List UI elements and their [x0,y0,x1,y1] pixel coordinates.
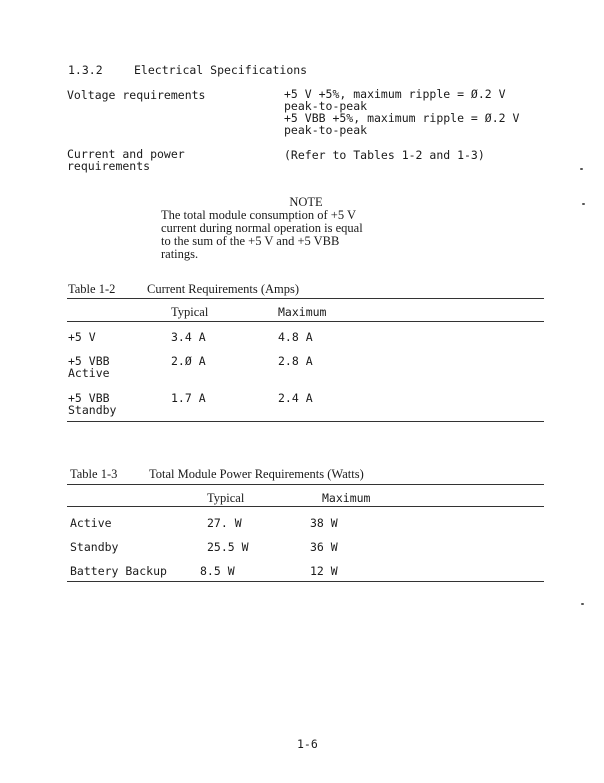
scan-mark [580,168,583,170]
table2-row-typical: 1.7 A [171,391,206,405]
table2-header-maximum: Maximum [278,305,327,319]
page-number: 1-6 [297,737,318,751]
table2-row-typical: 2.Ø A [171,354,206,368]
note-title: NOTE [289,195,323,209]
table2-header-rule [67,321,544,322]
table3-row-maximum: 12 W [310,564,338,578]
table2-row-name-sub: Standby [68,403,117,417]
table3-title: Total Module Power Requirements (Watts) [149,467,364,481]
spec-label-current [67,148,185,172]
spec-label-line: Current and power [67,147,185,161]
table2-row-maximum: 2.8 A [278,354,313,368]
spec-line: +5 V +5%, maximum ripple = Ø.2 V [284,87,506,101]
table3-header-maximum: Maximum [322,491,371,505]
spec-value-current: (Refer to Tables 1-2 and 1-3) [284,148,485,162]
table3-row-typical: 27. W [207,516,242,530]
table3-row-typical: 25.5 W [207,540,249,554]
table2-label: Table 1-2 [68,282,116,296]
table3-top-rule [67,484,544,485]
note-line: current during normal operation is equal [161,221,363,235]
table2-row-maximum: 4.8 A [278,330,313,344]
table2-row-name: +5 V [68,330,96,344]
table3-row-maximum: 36 W [310,540,338,554]
note-line: to the sum of the +5 V and +5 VBB [161,234,340,248]
table3-bottom-rule [67,581,544,582]
table3-row-name: Active [70,516,112,530]
table2-row-name-sub: Active [68,366,110,380]
section-number: 1.3.2 [68,63,103,77]
table3-header-typical: Typical [207,491,245,505]
table3-row-maximum: 38 W [310,516,338,530]
section-title: Electrical Specifications [134,63,308,77]
table2-title: Current Requirements (Amps) [147,282,300,296]
spec-line: peak-to-peak [284,99,368,113]
table2-row-maximum: 2.4 A [278,391,313,405]
table2-row-typical: 3.4 A [171,330,206,344]
scan-mark [582,203,585,205]
table2-row-name: +5 VBB [68,391,110,405]
spec-value-voltage [284,88,519,136]
table3-row-name: Standby [70,540,119,554]
note-block [161,196,451,261]
table3-row-typical: 8.5 W [200,564,235,578]
table2-top-rule [67,298,544,299]
note-line: ratings. [161,247,199,261]
table3-header-rule [67,506,544,507]
spec-line: +5 VBB +5%, maximum ripple = Ø.2 V [284,111,520,125]
table3-label: Table 1-3 [70,467,118,481]
table2-row-name: +5 VBB [68,354,110,368]
spec-label-voltage: Voltage requirements [67,88,206,102]
table2-bottom-rule [67,421,544,422]
spec-line: peak-to-peak [284,123,368,137]
spec-label-line: requirements [67,159,151,173]
scan-mark [581,603,584,605]
note-line: The total module consumption of +5 V [161,208,356,222]
table3-row-name: Battery Backup [70,564,167,578]
table2-header-typical: Typical [171,305,209,319]
